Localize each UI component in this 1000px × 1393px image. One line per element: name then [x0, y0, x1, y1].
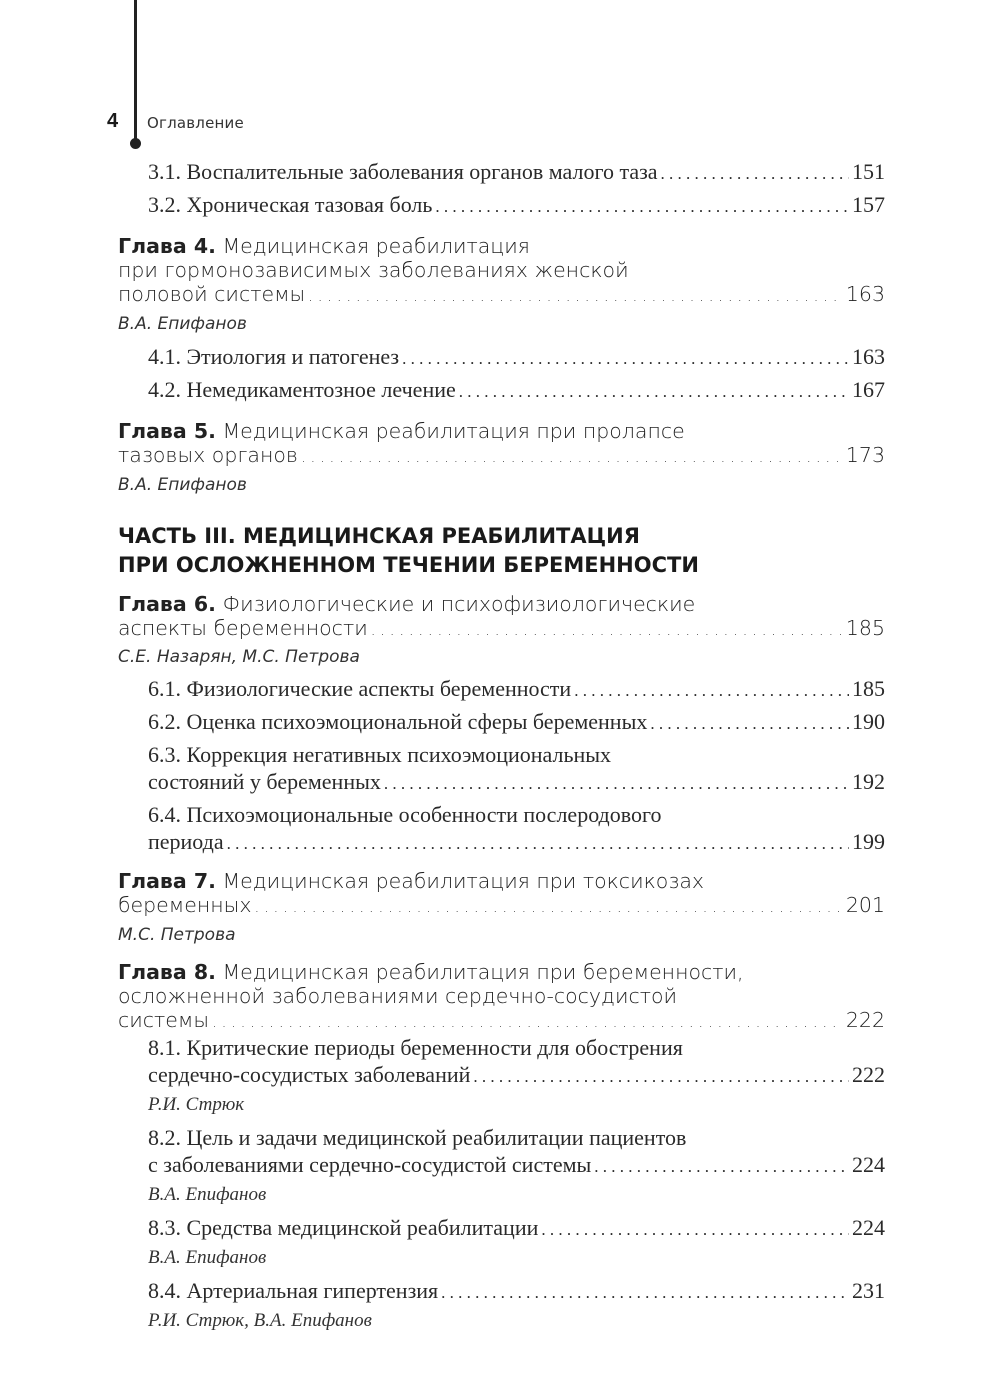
margin-rule-dot: [130, 138, 141, 149]
entry-title: 4.2. Немедикаментозное лечение: [148, 377, 456, 402]
chapter-label: Глава 7.: [118, 869, 216, 893]
leader-dots: [473, 1063, 849, 1090]
page-ref: 201: [845, 893, 885, 917]
leader-dots: [402, 345, 849, 372]
toc-entry-8-2[interactable]: [118, 1124, 885, 1180]
toc-entry-6-2[interactable]: [118, 708, 885, 737]
chapter-title-line: Физиологические и психофизиологические: [222, 592, 696, 616]
chapter-title-line: половой системы: [118, 282, 306, 306]
entry-title-line: 6.3. Коррекция негативных психоэмоциональных: [148, 742, 612, 767]
section-author: Р.И. Стрюк: [148, 1094, 245, 1115]
page-ref: 224: [852, 1152, 885, 1177]
leader-dots: [541, 1216, 849, 1243]
leader-dots: [212, 1010, 843, 1034]
toc-entry-6-3[interactable]: [118, 741, 885, 797]
toc-chapter-7[interactable]: [118, 869, 885, 919]
page-ref: 163: [845, 282, 885, 306]
toc-entry-3-2[interactable]: [118, 191, 885, 220]
chapter-title-line: Медицинская реабилитация при токсикозах: [222, 869, 705, 893]
toc-chapter-6[interactable]: [118, 592, 885, 642]
leader-dots: [650, 710, 849, 737]
leader-dots: [227, 830, 849, 857]
page-ref: 222: [852, 1062, 885, 1087]
part-title-line: ПРИ ОСЛОЖНЕННОМ ТЕЧЕНИИ БЕРЕМЕННОСТИ: [118, 553, 699, 577]
table-of-contents: [118, 158, 885, 1333]
toc-part-3[interactable]: [118, 522, 885, 580]
leader-dots: [661, 160, 849, 187]
toc-entry-3-1[interactable]: [118, 158, 885, 187]
entry-title: 4.1. Этиология и патогенез: [148, 344, 400, 369]
leader-dots: [441, 1279, 849, 1306]
section-author: Р.И. Стрюк, В.А. Епифанов: [148, 1310, 372, 1331]
leader-dots: [371, 618, 843, 642]
page-ref: 222: [845, 1008, 885, 1032]
leader-dots: [301, 445, 843, 469]
leader-dots: [459, 378, 849, 405]
chapter-title-line: Медицинская реабилитация: [222, 234, 530, 258]
chapter-author: М.С. Петрова: [118, 925, 236, 945]
toc-chapter-5[interactable]: [118, 419, 885, 469]
chapter-author: С.Е. Назарян, М.С. Петрова: [118, 647, 360, 667]
page-ref: 224: [852, 1215, 885, 1240]
chapter-title-line: аспекты беременности: [118, 616, 368, 640]
toc-chapter-8[interactable]: [118, 960, 885, 1034]
leader-dots: [594, 1153, 849, 1180]
chapter-title-line: осложненной заболеваниями сердечно-сосудистой: [118, 984, 678, 1008]
running-title: Оглавление: [147, 114, 244, 132]
page-ref: 173: [845, 443, 885, 467]
entry-title: 8.4. Артериальная гипертензия: [148, 1278, 439, 1303]
toc-entry-6-4[interactable]: [118, 801, 885, 857]
entry-title-line: периода: [148, 829, 224, 854]
chapter-label: Глава 6.: [118, 592, 216, 616]
chapter-title-line: Медицинская реабилитация при пролапсе: [222, 419, 685, 443]
page-ref: 185: [845, 616, 885, 640]
page-ref: 190: [852, 709, 885, 734]
page-ref: 157: [852, 192, 885, 217]
section-author: В.А. Епифанов: [148, 1184, 267, 1205]
entry-title: 8.3. Средства медицинской реабилитации: [148, 1215, 539, 1240]
entry-title-line: 6.4. Психоэмоциональные особенности послеродового: [148, 802, 662, 827]
entry-title-line: 8.2. Цель и задачи медицинской реабилитации пациентов: [148, 1125, 687, 1150]
toc-chapter-4[interactable]: [118, 234, 885, 308]
section-author: В.А. Епифанов: [148, 1247, 267, 1268]
chapter-label: Глава 4.: [118, 234, 216, 258]
chapter-title-line: при гормонозависимых заболеваниях женской: [118, 258, 629, 282]
leader-dots: [574, 677, 849, 704]
margin-rule: [134, 0, 137, 140]
toc-entry-4-1[interactable]: [118, 343, 885, 372]
page-ref: 185: [852, 676, 885, 701]
entry-title: 3.1. Воспалительные заболевания органов малого таза: [148, 159, 658, 184]
toc-entry-6-1[interactable]: [118, 675, 885, 704]
toc-entry-8-4[interactable]: [118, 1277, 885, 1306]
leader-dots: [435, 193, 849, 220]
chapter-title-line: тазовых органов: [118, 443, 298, 467]
entry-title-line: с заболеваниями сердечно-сосудистой системы: [148, 1152, 592, 1177]
entry-title: 3.2. Хроническая тазовая боль: [148, 192, 433, 217]
chapter-author: В.А. Епифанов: [118, 314, 247, 334]
page-number: 4: [107, 110, 119, 132]
page-ref: 151: [852, 159, 885, 184]
chapter-author: В.А. Епифанов: [118, 475, 247, 495]
chapter-title-line: беременных: [118, 893, 252, 917]
toc-entry-8-1[interactable]: [118, 1034, 885, 1090]
toc-entry-8-3[interactable]: [118, 1214, 885, 1243]
toc-entry-4-2[interactable]: [118, 376, 885, 405]
leader-dots: [254, 895, 842, 919]
part-title-line: ЧАСТЬ III. МЕДИЦИНСКАЯ РЕАБИЛИТАЦИЯ: [118, 524, 640, 548]
page-ref: 199: [852, 829, 885, 854]
entry-title-line: сердечно-сосудистых заболеваний: [148, 1062, 471, 1087]
chapter-label: Глава 8.: [118, 960, 216, 984]
leader-dots: [384, 770, 849, 797]
chapter-title-line: системы: [118, 1008, 210, 1032]
entry-title-line: состояний у беременных: [148, 769, 381, 794]
page-ref: 231: [852, 1278, 885, 1303]
page-ref: 163: [852, 344, 885, 369]
entry-title-line: 8.1. Критические периоды беременности для обострения: [148, 1035, 683, 1060]
page-ref: 167: [852, 377, 885, 402]
chapter-label: Глава 5.: [118, 419, 216, 443]
leader-dots: [308, 284, 843, 308]
entry-title: 6.1. Физиологические аспекты беременности: [148, 676, 572, 701]
page-ref: 192: [852, 769, 885, 794]
chapter-title-line: Медицинская реабилитация при беременности,: [222, 960, 744, 984]
entry-title: 6.2. Оценка психоэмоциональной сферы беременных: [148, 709, 648, 734]
